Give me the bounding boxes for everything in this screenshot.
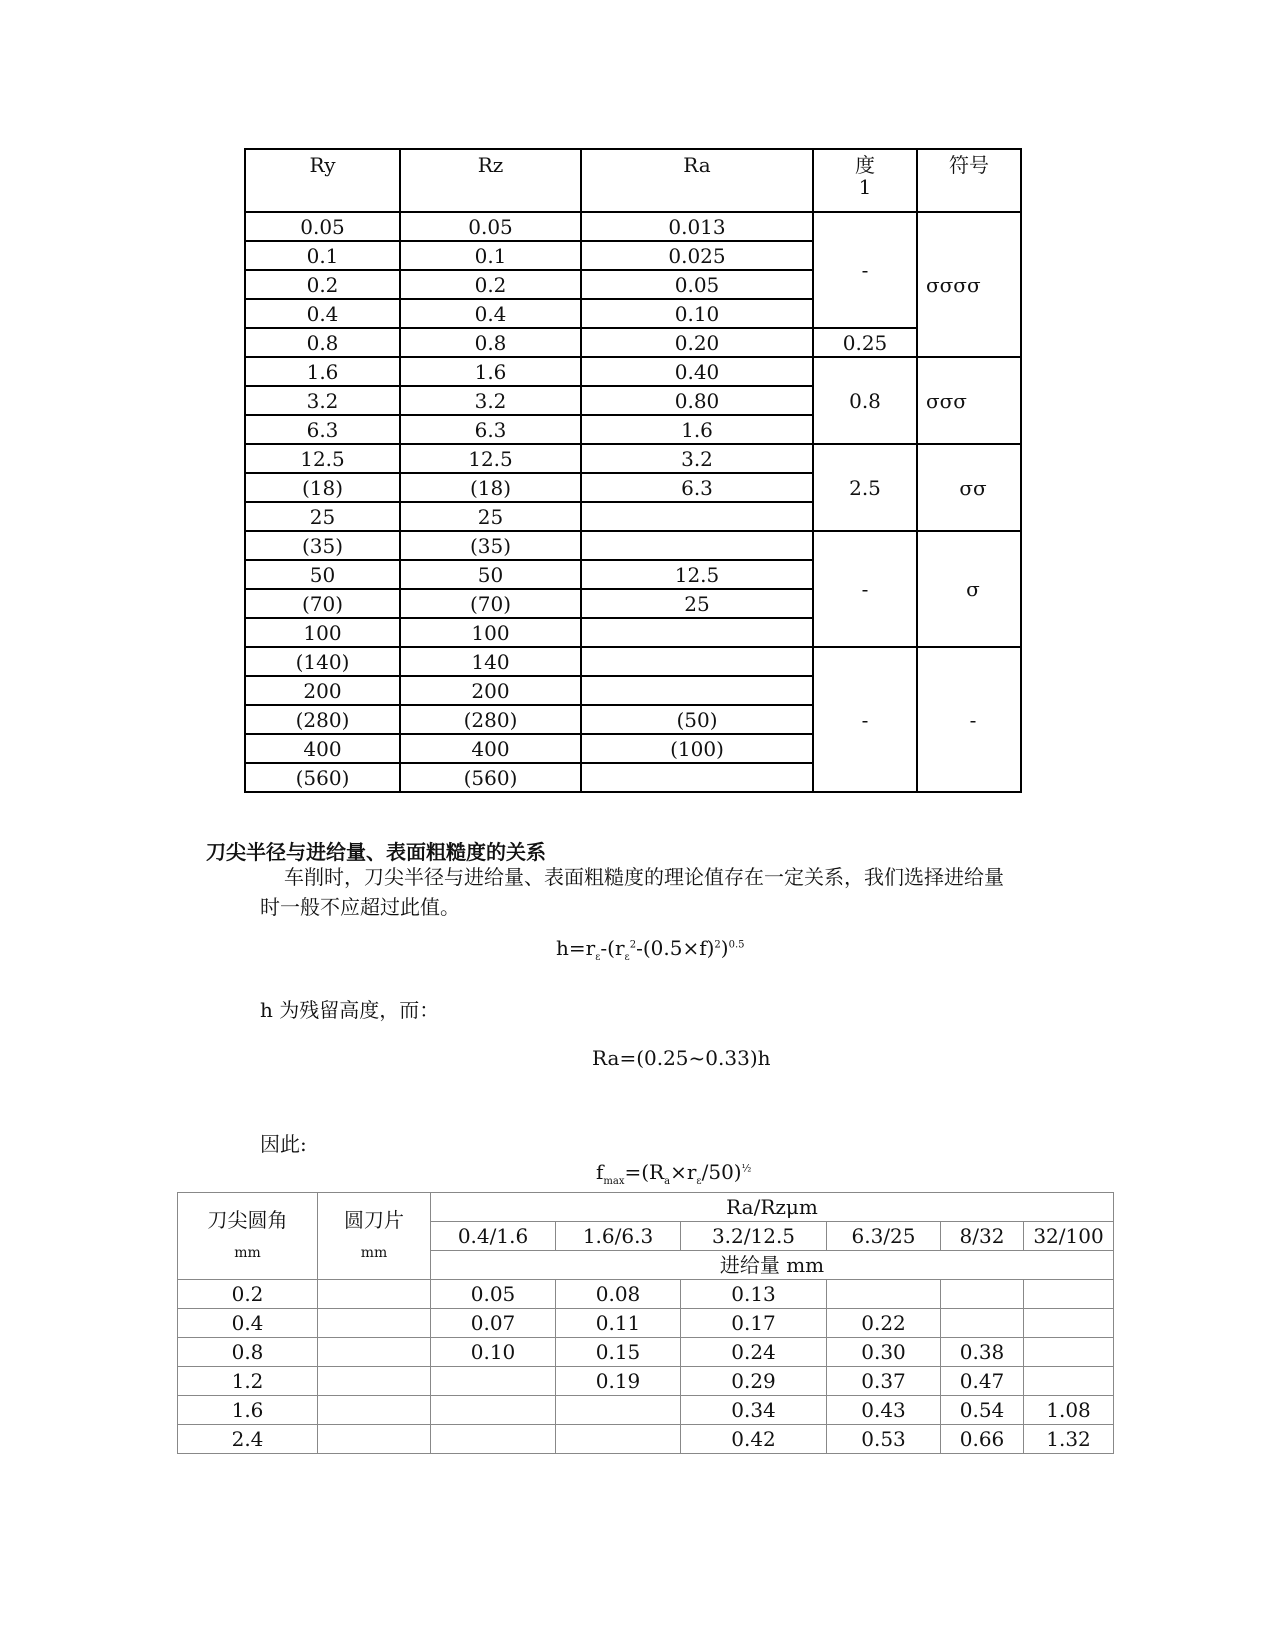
cell-insert <box>318 1280 431 1309</box>
cell-feed: 0.66 <box>941 1425 1024 1454</box>
formula1-mid1: -(r <box>600 936 625 960</box>
cell-ry: (140) <box>245 647 400 676</box>
formula1-mid2: -(0.5×f) <box>636 936 715 960</box>
cell-ra: 0.025 <box>581 241 813 270</box>
table-row <box>245 647 1021 676</box>
formula-fmax <box>596 1160 751 1187</box>
table-row <box>245 357 1021 386</box>
formula3-f: f <box>596 1160 604 1184</box>
formula3-asub: a <box>664 1176 671 1187</box>
formula3-times: ×r <box>670 1160 697 1184</box>
cell-symbol: σσ <box>917 444 1021 531</box>
cell-ra <box>581 676 813 705</box>
cell-ry: 0.2 <box>245 270 400 299</box>
cell-feed <box>1024 1367 1114 1396</box>
formula-ra: Ra=(0.25~0.33)h <box>592 1046 771 1070</box>
cell-rz: (70) <box>400 589 581 618</box>
cell-feed: 0.17 <box>681 1309 827 1338</box>
table-row <box>245 212 1021 241</box>
cell-feed: 0.47 <box>941 1367 1024 1396</box>
header-ra-rz: Ra/Rzμm <box>431 1193 1114 1222</box>
cell-feed <box>556 1396 681 1425</box>
cell-feed: 0.34 <box>681 1396 827 1425</box>
cell-rz: 200 <box>400 676 581 705</box>
cell-ra <box>581 531 813 560</box>
subheader-cell: 0.4/1.6 <box>431 1222 556 1251</box>
cell-ry: 0.4 <box>245 299 400 328</box>
cell-ry: 0.1 <box>245 241 400 270</box>
cell-feed: 1.32 <box>1024 1425 1114 1454</box>
cell-ra: (50) <box>581 705 813 734</box>
cell-rz: 0.05 <box>400 212 581 241</box>
cell-ry: 100 <box>245 618 400 647</box>
cell-rz: 400 <box>400 734 581 763</box>
cell-ra: 0.20 <box>581 328 813 357</box>
cell-feed: 0.22 <box>827 1309 941 1338</box>
intro-paragraph <box>260 862 1080 922</box>
cell-ra <box>581 502 813 531</box>
cell-rz: 0.1 <box>400 241 581 270</box>
cell-rz: (35) <box>400 531 581 560</box>
cell-rz: 50 <box>400 560 581 589</box>
cell-insert <box>318 1396 431 1425</box>
header-symbol: 符号 <box>917 149 1021 212</box>
table-row <box>245 531 1021 560</box>
table-row <box>178 1280 1114 1309</box>
formula-residual-height <box>556 936 745 963</box>
header-round-insert-label: 圆刀片 <box>344 1207 404 1232</box>
cell-radius: 2.4 <box>178 1425 318 1454</box>
cell-feed <box>827 1280 941 1309</box>
cell-symbol: - <box>917 647 1021 792</box>
cell-ry: 200 <box>245 676 400 705</box>
cell-radius: 1.2 <box>178 1367 318 1396</box>
cell-rz: 100 <box>400 618 581 647</box>
formula1-close: ) <box>720 936 729 960</box>
formula1-sq2: 2 <box>714 939 721 951</box>
cell-ra: 6.3 <box>581 473 813 502</box>
cell-feed <box>1024 1280 1114 1309</box>
cell-ra: 0.80 <box>581 386 813 415</box>
cell-feed: 0.30 <box>827 1338 941 1367</box>
cell-rz: 3.2 <box>400 386 581 415</box>
cell-insert <box>318 1309 431 1338</box>
header-round-insert <box>318 1193 431 1280</box>
formula1-sq1: 2 <box>629 939 637 951</box>
cell-feed: 0.08 <box>556 1280 681 1309</box>
cell-ry: 6.3 <box>245 415 400 444</box>
cell-ry: (280) <box>245 705 400 734</box>
cell-feed: 0.19 <box>556 1367 681 1396</box>
cell-feed: 0.15 <box>556 1338 681 1367</box>
cell-ry: 3.2 <box>245 386 400 415</box>
cell-ra <box>581 618 813 647</box>
cell-degree: - <box>813 212 917 328</box>
cell-feed <box>941 1280 1024 1309</box>
cell-symbol: σσσσ <box>917 212 1021 357</box>
cell-insert <box>318 1425 431 1454</box>
cell-rz: 140 <box>400 647 581 676</box>
formula3-pow: ½ <box>741 1163 752 1175</box>
header-degree-line1: 度 <box>855 153 875 177</box>
table-row <box>178 1396 1114 1425</box>
header-nose-radius <box>178 1193 318 1280</box>
cell-rz: 25 <box>400 502 581 531</box>
cell-feed: 0.53 <box>827 1425 941 1454</box>
cell-feed: 0.29 <box>681 1367 827 1396</box>
cell-radius: 0.4 <box>178 1309 318 1338</box>
formula1-pow: 0.5 <box>728 939 745 951</box>
cell-ra <box>581 763 813 792</box>
paragraph-line1: 车削时，刀尖半径与进给量、表面粗糙度的理论值存在一定关系，我们选择进给量 <box>284 865 1004 889</box>
cell-feed <box>431 1396 556 1425</box>
cell-ra: 0.05 <box>581 270 813 299</box>
cell-feed <box>556 1425 681 1454</box>
h-note: h 为残留高度，而： <box>260 998 440 1022</box>
cell-ry: (70) <box>245 589 400 618</box>
subheader-cell: 32/100 <box>1024 1222 1114 1251</box>
formula3-div: /50) <box>701 1160 742 1184</box>
therefore-label: 因此: <box>260 1132 307 1156</box>
cell-radius: 0.8 <box>178 1338 318 1367</box>
roughness-table <box>244 148 1022 793</box>
cell-feed: 0.37 <box>827 1367 941 1396</box>
table-header-row <box>178 1193 1114 1222</box>
cell-ra: (100) <box>581 734 813 763</box>
cell-symbol: σσσ <box>917 357 1021 444</box>
cell-feed: 0.54 <box>941 1396 1024 1425</box>
header-round-insert-unit: mm <box>360 1244 388 1261</box>
table-row <box>245 444 1021 473</box>
cell-degree: - <box>813 647 917 792</box>
cell-degree: 0.8 <box>813 357 917 444</box>
cell-feed: 0.11 <box>556 1309 681 1338</box>
cell-degree: 0.25 <box>813 328 917 357</box>
cell-rz: 12.5 <box>400 444 581 473</box>
header-nose-radius-label: 刀尖圆角 <box>207 1207 288 1232</box>
cell-rz: 0.8 <box>400 328 581 357</box>
table-row <box>178 1309 1114 1338</box>
cell-ry: 1.6 <box>245 357 400 386</box>
cell-feed: 0.13 <box>681 1280 827 1309</box>
cell-feed: 0.43 <box>827 1396 941 1425</box>
formula3-eq: =(R <box>624 1160 665 1184</box>
cell-degree: 2.5 <box>813 444 917 531</box>
cell-ry: 50 <box>245 560 400 589</box>
cell-feed: 0.10 <box>431 1338 556 1367</box>
cell-symbol: σ <box>917 531 1021 647</box>
cell-feed <box>431 1425 556 1454</box>
cell-ry: (560) <box>245 763 400 792</box>
cell-feed: 0.24 <box>681 1338 827 1367</box>
cell-ry: (35) <box>245 531 400 560</box>
table-row <box>178 1425 1114 1454</box>
cell-insert <box>318 1338 431 1367</box>
formula3-fsub: max <box>603 1176 625 1187</box>
header-rz: Rz <box>400 149 581 212</box>
cell-ra: 0.013 <box>581 212 813 241</box>
header-ra: Ra <box>581 149 813 212</box>
cell-ra: 0.10 <box>581 299 813 328</box>
cell-radius: 1.6 <box>178 1396 318 1425</box>
cell-rz: 0.4 <box>400 299 581 328</box>
header-ry: Ry <box>245 149 400 212</box>
table-row <box>178 1338 1114 1367</box>
cell-ra <box>581 647 813 676</box>
formula1-eps2: ε <box>624 952 630 963</box>
section-title: 刀尖半径与进给量、表面粗糙度的关系 <box>206 840 546 864</box>
cell-ry: (18) <box>245 473 400 502</box>
cell-feed: 1.08 <box>1024 1396 1114 1425</box>
cell-feed: 0.07 <box>431 1309 556 1338</box>
formula3-eps: ε <box>696 1176 702 1187</box>
cell-feed <box>941 1309 1024 1338</box>
cell-rz: 0.2 <box>400 270 581 299</box>
cell-rz: (18) <box>400 473 581 502</box>
table-row <box>245 328 1021 357</box>
cell-rz: (560) <box>400 763 581 792</box>
header-degree-line2: 1 <box>858 175 872 199</box>
header-feed: 进给量 mm <box>431 1251 1114 1280</box>
formula1-h: h=r <box>556 936 596 960</box>
table-row <box>178 1367 1114 1396</box>
cell-feed <box>431 1367 556 1396</box>
cell-degree: - <box>813 531 917 647</box>
cell-ry: 400 <box>245 734 400 763</box>
cell-feed <box>1024 1338 1114 1367</box>
header-degree <box>813 149 917 212</box>
formula1-eps1: ε <box>595 952 601 963</box>
cell-feed: 0.42 <box>681 1425 827 1454</box>
cell-ra: 12.5 <box>581 560 813 589</box>
cell-feed: 0.05 <box>431 1280 556 1309</box>
table-header-row <box>245 149 1021 212</box>
subheader-cell: 8/32 <box>941 1222 1024 1251</box>
subheader-cell: 1.6/6.3 <box>556 1222 681 1251</box>
cell-insert <box>318 1367 431 1396</box>
cell-rz: 6.3 <box>400 415 581 444</box>
cell-ry: 0.05 <box>245 212 400 241</box>
cell-ra: 3.2 <box>581 444 813 473</box>
cell-ra: 0.40 <box>581 357 813 386</box>
cell-ra: 25 <box>581 589 813 618</box>
subheader-cell: 6.3/25 <box>827 1222 941 1251</box>
feed-rate-table <box>177 1192 1114 1454</box>
cell-ry: 25 <box>245 502 400 531</box>
cell-feed: 0.38 <box>941 1338 1024 1367</box>
cell-feed <box>1024 1309 1114 1338</box>
cell-ra: 1.6 <box>581 415 813 444</box>
cell-rz: (280) <box>400 705 581 734</box>
header-nose-radius-unit: mm <box>234 1244 261 1261</box>
cell-ry: 12.5 <box>245 444 400 473</box>
cell-radius: 0.2 <box>178 1280 318 1309</box>
subheader-cell: 3.2/12.5 <box>681 1222 827 1251</box>
paragraph-line2: 时一般不应超过此值。 <box>260 895 460 919</box>
cell-rz: 1.6 <box>400 357 581 386</box>
cell-ry: 0.8 <box>245 328 400 357</box>
